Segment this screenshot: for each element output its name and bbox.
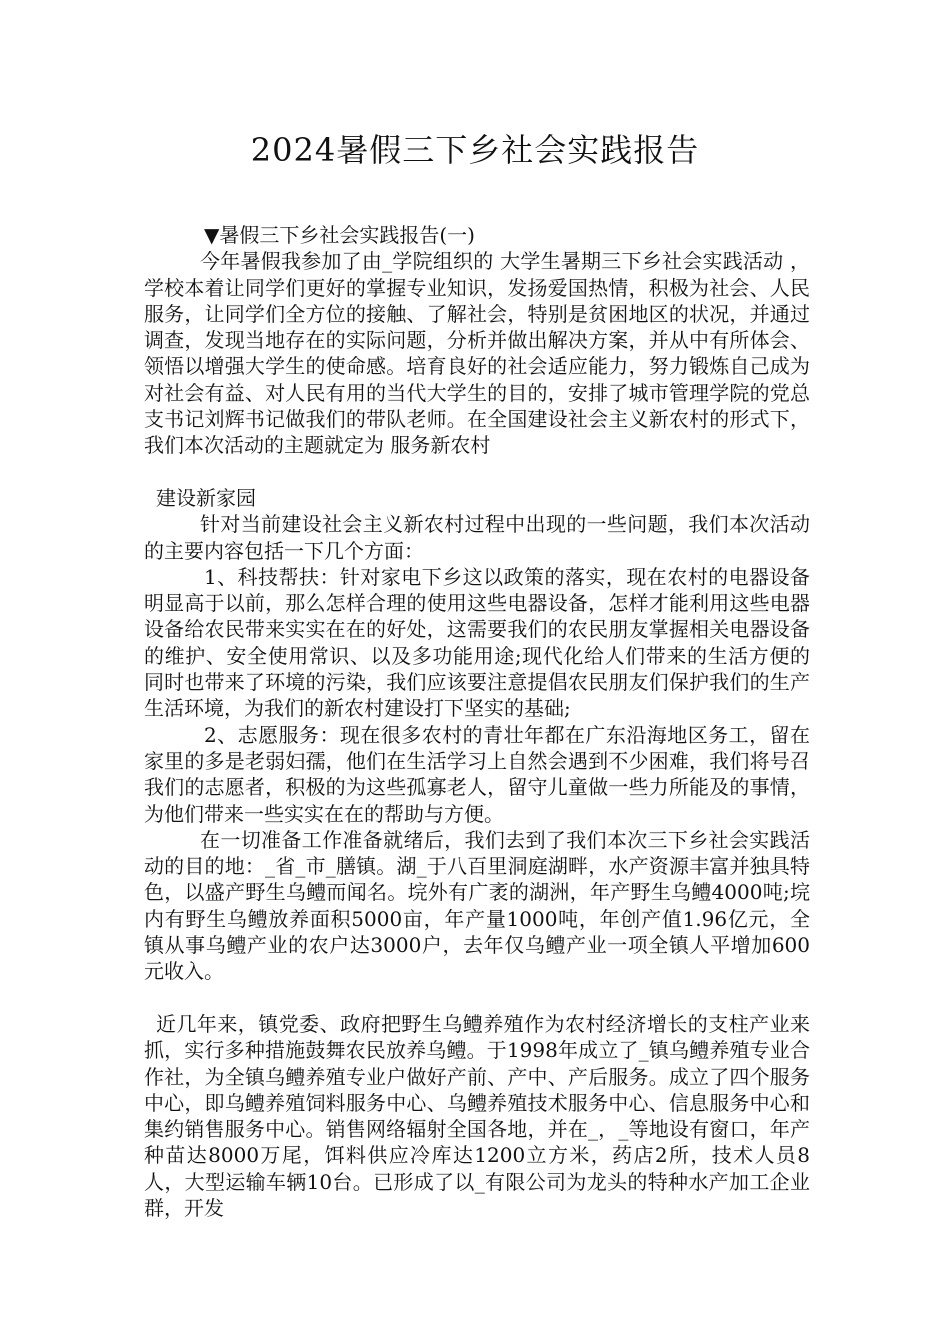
paragraph-activities-intro: 针对当前建设社会主义新农村过程中出现的一些问题，我们本次活动的主要内容包括一下几个方面： <box>144 512 810 563</box>
paragraph-industry: 近几年来，镇党委、政府把野生乌鳢养殖作为农村经济增长的支柱产业来抓，实行多种措施鼓舞农民放养乌鳢。于1998年成立了_镇乌鳢养殖专业合作社，为全镇乌鳢养殖专业户做好产前、产中、产后服务。成立了四个服务中心，即乌鳢养殖饲料服务中心、乌鳢养殖技术服务中心、信息服务中心和集约销售服务中心。销售网络辐射全国各地，并在_，_等地设有窗口，年产种苗达8000万尾，饵料供应冷库达1200立方米，药店2所，技术人员8人，大型运输车辆10台。已形成了以_有限公司为龙头的特种水产加工企业群，开发 <box>144 1011 810 1220</box>
paragraph-theme-continuation: 建设新家园 <box>156 485 256 510</box>
paragraph-gap <box>144 459 810 485</box>
paragraph-destination: 在一切准备工作准备就绪后，我们去到了我们本次三下乡社会实践活动的目的地：_省_市_膳镇。湖_于八百里洞庭湖畔，水产资源丰富并独具特色，以盛产野生乌鳢而闻名。垸外有广袤的湖洲，年产野生乌鳢4000吨;垸内有野生乌鳢放养面积5000亩，年产量1000吨，年创产值1.96亿元，全镇从事乌鳢产业的农户达3000户，去年仅乌鳢产业一项全镇人平增加600元收入。 <box>144 827 810 984</box>
paragraph-tech-support: 1、科技帮扶：针对家电下乡这以政策的落实，现在农村的电器设备明显高于以前，那么怎样合理的使用这些电器设备，怎样才能利用这些电器设备给农民带来实实在在的好处，这需要我们的农民朋友掌握相关电器设备的维护、安全使用常识、以及多功能用途;现代化给人们带来的生活方便的同时也带来了环境的污染，我们应该要注意提倡农民朋友们保护我们的生产生活环境，为我们的新农村建设打下坚实的基础; <box>144 564 810 721</box>
paragraph-gap <box>144 985 810 1011</box>
paragraph-intro: 今年暑假我参加了由_学院组织的 大学生暑期三下乡社会实践活动 ，学校本着让同学们更好的掌握专业知识，发扬爱国热情，积极为社会、人民服务，让同学们全方位的接触、了解社会，特别是贫困地区的状况，并通过调查，发现当地存在的实际问题，分析并做出解决方案，并从中有所体会、领悟以增强大学生的使命感。培育良好的社会适应能力，努力锻炼自己成为对社会有益、对人民有用的当代大学生的目的，安排了城市管理学院的党总支书记刘辉书记做我们的带队老师。在全国建设社会主义新农村的形式下，我们本次活动的主题就定为 服务新农村 <box>144 249 810 458</box>
document-body <box>144 222 810 1221</box>
paragraph-volunteer-service: 2、志愿服务：现在很多农村的青壮年都在广东沿海地区务工，留在家里的多是老弱妇孺，他们在生活学习上自然会遇到不少困难，我们将号召我们的志愿者，积极的为这些孤寡老人，留守儿童做一些力所能及的事情，为他们带来一些实实在在的帮助与方便。 <box>144 722 810 826</box>
section-subheading: ▼暑假三下乡社会实践报告(一) <box>204 223 475 247</box>
document-title: 2024暑假三下乡社会实践报告 <box>250 131 700 169</box>
